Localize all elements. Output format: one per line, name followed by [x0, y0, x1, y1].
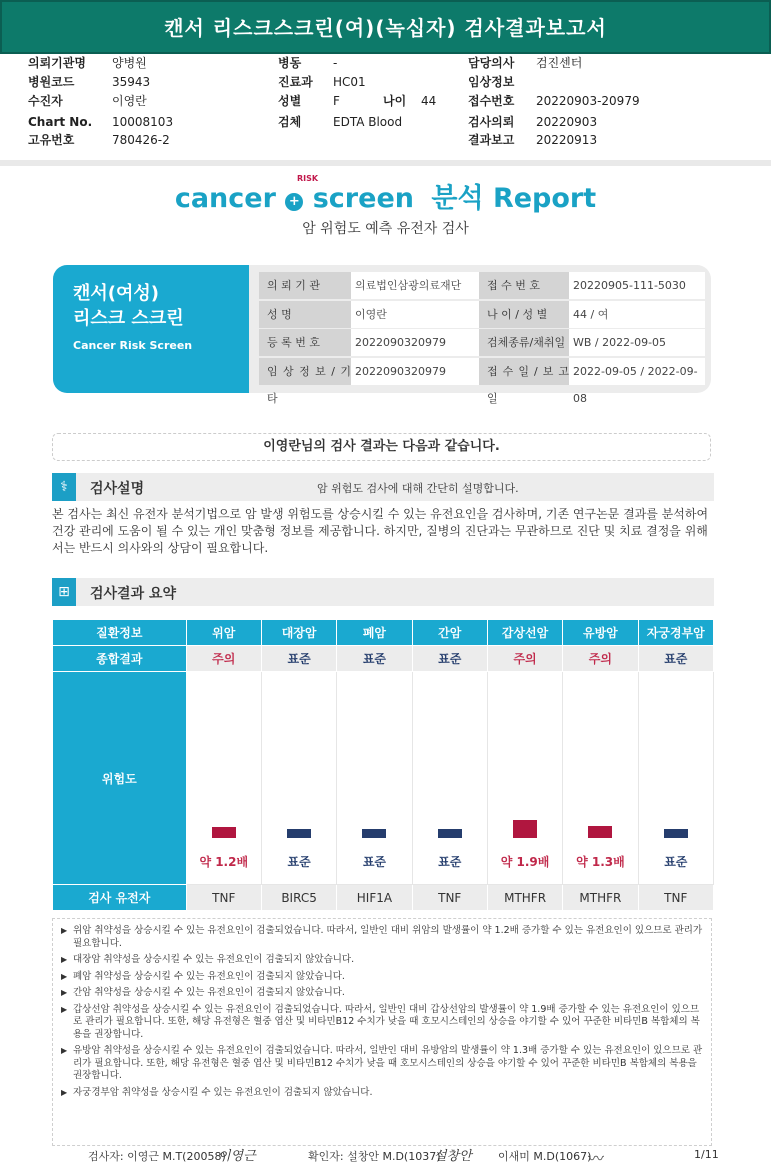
risk-cell: [563, 672, 638, 885]
report-title: 캔서 리스크스크린(여)(녹십자) 검사결과보고서: [164, 16, 607, 40]
risk-cell: [186, 672, 261, 885]
card-value: 의료법인삼광의료재단: [351, 272, 479, 299]
note-item: ▶ 자궁경부암 취약성을 상승시킬 수 있는 유전요인이 검출되지 않았습니다.: [59, 1087, 705, 1100]
overall-result: 표준: [337, 646, 412, 672]
disease-header: 자궁경부암: [638, 620, 713, 646]
section-description-note: 암 위험도 검사에 대해 간단히 설명합니다.: [317, 482, 519, 495]
header-label: 병동: [278, 56, 302, 70]
header-field: [468, 113, 597, 132]
card-value: WB / 2022-09-05: [569, 329, 705, 356]
risk-label: 표준: [664, 855, 688, 869]
test-gene: HIF1A: [337, 885, 412, 911]
section-description: [52, 473, 714, 501]
test-gene: TNF: [186, 885, 261, 911]
card-label: 접 수 일 / 보 고 일: [479, 358, 569, 385]
header-value: F: [333, 94, 340, 108]
header-field: [28, 73, 150, 92]
header-value: 양병원: [112, 56, 147, 70]
note-item: ▶ 폐암 취약성을 상승시킬 수 있는 유전요인이 검출되지 않았습니다.: [59, 971, 705, 984]
row-label-overall: 종합결과: [53, 646, 187, 672]
disease-header: 간암: [412, 620, 487, 646]
header-field: [468, 54, 582, 73]
header-field: [28, 113, 173, 132]
header-field: [278, 92, 340, 111]
disease-header: 갑상선암: [487, 620, 562, 646]
footer: [0, 1148, 771, 1168]
card-label: 등 록 번 호: [259, 329, 351, 356]
test-gene: TNF: [638, 885, 713, 911]
logo-plus-icon: +: [285, 193, 303, 211]
card-subtitle: Cancer Risk Screen: [73, 339, 193, 352]
disease-header: 대장암: [261, 620, 336, 646]
section-description-title: 검사설명: [90, 481, 145, 497]
risk-cell: [337, 672, 412, 885]
risk-label: 표준: [438, 855, 462, 869]
header-field: [278, 113, 402, 132]
results-table: [52, 619, 714, 911]
logo-screen: screen: [312, 183, 414, 214]
footer-doctor2: 이새미 M.D(1067): [498, 1150, 592, 1163]
header-label: 수진자: [28, 94, 63, 108]
risk-label: 약 1.9배: [500, 855, 550, 869]
row-label-risk: 위험도: [53, 672, 187, 885]
risk-bar: [362, 829, 386, 838]
report-subtitle: 암 위험도 예측 유전자 검사: [302, 221, 469, 237]
card-value: 2022-09-05 / 2022-09-08: [569, 358, 705, 385]
page-number: 1/11: [694, 1148, 719, 1161]
header-label: 검사의뢰: [468, 115, 515, 129]
card-label: 나 이 / 성 별: [479, 301, 569, 328]
header-label: 결과보고: [468, 133, 515, 147]
row-label-disease: 질환정보: [53, 620, 187, 646]
header-label: 고유번호: [28, 133, 75, 147]
card-value: 이영란: [351, 301, 479, 328]
logo-cancer: cancer: [174, 183, 276, 214]
risk-cell: [638, 672, 713, 885]
disease-header: 폐암: [337, 620, 412, 646]
card-brand-panel: [53, 265, 249, 393]
folder-plus-icon: ⊞: [52, 578, 76, 606]
header-field: [383, 92, 436, 111]
risk-cell: [261, 672, 336, 885]
header-value: 20220903-20979: [536, 94, 640, 108]
overall-result: 주의: [563, 646, 638, 672]
section-summary: [52, 578, 714, 606]
note-item: ▶ 대장암 취약성을 상승시킬 수 있는 유전요인이 검출되지 않았습니다.: [59, 954, 705, 967]
risk-label: 표준: [287, 855, 311, 869]
header-divider: [0, 160, 771, 166]
footer-examiner: 검사자: 이영근 M.T(20058): [88, 1150, 226, 1163]
header-value: 20220903: [536, 115, 598, 129]
header-value: 10008103: [112, 115, 174, 129]
risk-label: 약 1.3배: [576, 855, 625, 869]
risk-bar: [513, 820, 537, 838]
header-value: HC01: [333, 75, 366, 89]
test-gene: MTHFR: [563, 885, 638, 911]
header-field: [468, 131, 597, 150]
card-label: 검체종류/채취일: [479, 329, 569, 356]
disease-header: 유방암: [563, 620, 638, 646]
note-item: ▶ 유방암 취약성을 상승시킬 수 있는 유전요인이 검출되었습니다. 따라서, 일반인 대비 유방암의 발생률이 약 1.3배 증가할 수 있는 유전요인이 있으므로 관리가 필요합니다. 또한, 해당 유전형은 혈중 엽산 및 비타민B12 수치가 낮을 때 호모시스테인의 상승을 야기할 수 있어 꾸준한 비타민B 복합체의 복용을 권장합니다.: [59, 1045, 705, 1083]
card-title-line1: 캔서(여성): [73, 283, 160, 304]
header-value: 35943: [112, 75, 151, 89]
disease-header: 위암: [186, 620, 261, 646]
header-value: 이영란: [112, 94, 147, 108]
result-banner: 이영란님의 검사 결과는 다음과 같습니다.: [52, 433, 711, 461]
header-field: [468, 73, 536, 92]
risk-bar: [588, 826, 612, 838]
card-label: 의 뢰 기 관: [259, 272, 351, 299]
stethoscope-icon: ⚕: [52, 473, 76, 501]
header-field: [28, 54, 147, 73]
doctor2-signature-mark: 〰: [588, 1149, 605, 1168]
risk-cell: [412, 672, 487, 885]
overall-result: 표준: [638, 646, 713, 672]
header-field: [278, 54, 337, 73]
test-gene: TNF: [412, 885, 487, 911]
card-title: [73, 281, 184, 331]
header-field: [28, 131, 170, 150]
card-label: 임 상 정 보 / 기 타: [259, 358, 351, 385]
description-text: 본 검사는 최신 유전자 분석기법으로 암 발생 위험도를 상승시킬 수 있는 유전요인을 검사하며, 기존 연구논문 결과를 분석하여 건강 관리에 도움이 될 수 있는 개인 맞춤형 정보를 제공합니다. 하지만, 질병의 진단과는 무관하므로 진단 및 치료 결정을 위해서는 반드시 의사와의 상담이 필요합니다.: [52, 507, 709, 555]
header-label: 검체: [278, 115, 302, 129]
row-label-gene: 검사 유전자: [53, 885, 187, 911]
header-field: [28, 92, 147, 111]
logo-report: 분석 Report: [431, 183, 597, 214]
header-value: 780426-2: [112, 133, 170, 147]
header-label: 임상정보: [468, 75, 515, 89]
test-gene: BIRC5: [261, 885, 336, 911]
test-gene: MTHFR: [487, 885, 562, 911]
card-title-line2: 리스크 스크린: [73, 308, 184, 329]
note-item: ▶ 갑상선암 취약성을 상승시킬 수 있는 유전요인이 검출되었습니다. 따라서, 일반인 대비 갑상선암의 발생률이 약 1.9배 증가할 수 있는 유전요인이 있으므로 관리가 필요합니다. 또한, 해당 유전형은 혈중 엽산 및 비타민B12 수치가 낮을 때 호모시스테인의 상승을 야기할 수 있어 꾸준한 비타민B 복합체의 복용을 권장합니다.: [59, 1004, 705, 1042]
header-value: 44: [421, 94, 437, 108]
note-item: ▶ 간암 취약성을 상승시킬 수 있는 유전요인이 검출되지 않았습니다.: [59, 987, 705, 1000]
header-label: 진료과: [278, 75, 313, 89]
footer-confirmer: 확인자: 설창안 M.D(1037): [308, 1150, 441, 1163]
card-value: 20220905-111-5030: [569, 272, 705, 299]
confirmer-signature: 설창안: [434, 1149, 472, 1164]
overall-result: 표준: [261, 646, 336, 672]
note-item: ▶ 위암 취약성을 상승시킬 수 있는 유전요인이 검출되었습니다. 따라서, 일반인 대비 위암의 발생률이 약 1.2배 증가할 수 있는 유전요인이 있으므로 관리가 필요합니다.: [59, 925, 705, 950]
header-label: 병원코드: [28, 75, 75, 89]
overall-result: 주의: [186, 646, 261, 672]
header-value: -: [333, 56, 338, 70]
card-label: 성 명: [259, 301, 351, 328]
header-value: EDTA Blood: [333, 115, 403, 129]
risk-bar: [212, 827, 236, 838]
risk-bar: [287, 829, 311, 838]
card-label: 접 수 번 호: [479, 272, 569, 299]
header-field: [468, 92, 640, 111]
card-value: 2022090320979: [351, 358, 479, 385]
header-label: 의뢰기관명: [28, 56, 86, 70]
header-label: 성별: [278, 94, 302, 108]
risk-bar: [438, 829, 462, 838]
card-value: 2022090320979: [351, 329, 479, 356]
header-value: 20220913: [536, 133, 598, 147]
section-summary-title: 검사결과 요약: [90, 586, 177, 602]
header-label: 나이: [383, 94, 407, 108]
logo-risk: RISK: [297, 174, 319, 183]
card-value: 44 / 여: [569, 301, 705, 328]
examiner-signature: 이영근: [218, 1149, 256, 1164]
notes-box: [52, 918, 712, 1146]
cancer-screen-logo: [0, 176, 771, 215]
header-label: 담당의사: [468, 56, 515, 70]
header-field: [278, 73, 366, 92]
risk-bar: [664, 829, 688, 838]
risk-cell: [487, 672, 562, 885]
header-label: Chart No.: [28, 115, 93, 129]
risk-label: 표준: [362, 855, 386, 869]
header-value: 검진센터: [536, 56, 583, 70]
overall-result: 주의: [487, 646, 562, 672]
overall-result: 표준: [412, 646, 487, 672]
header-label: 접수번호: [468, 94, 515, 108]
patient-card: [53, 265, 711, 405]
risk-label: 약 1.2배: [199, 855, 249, 869]
